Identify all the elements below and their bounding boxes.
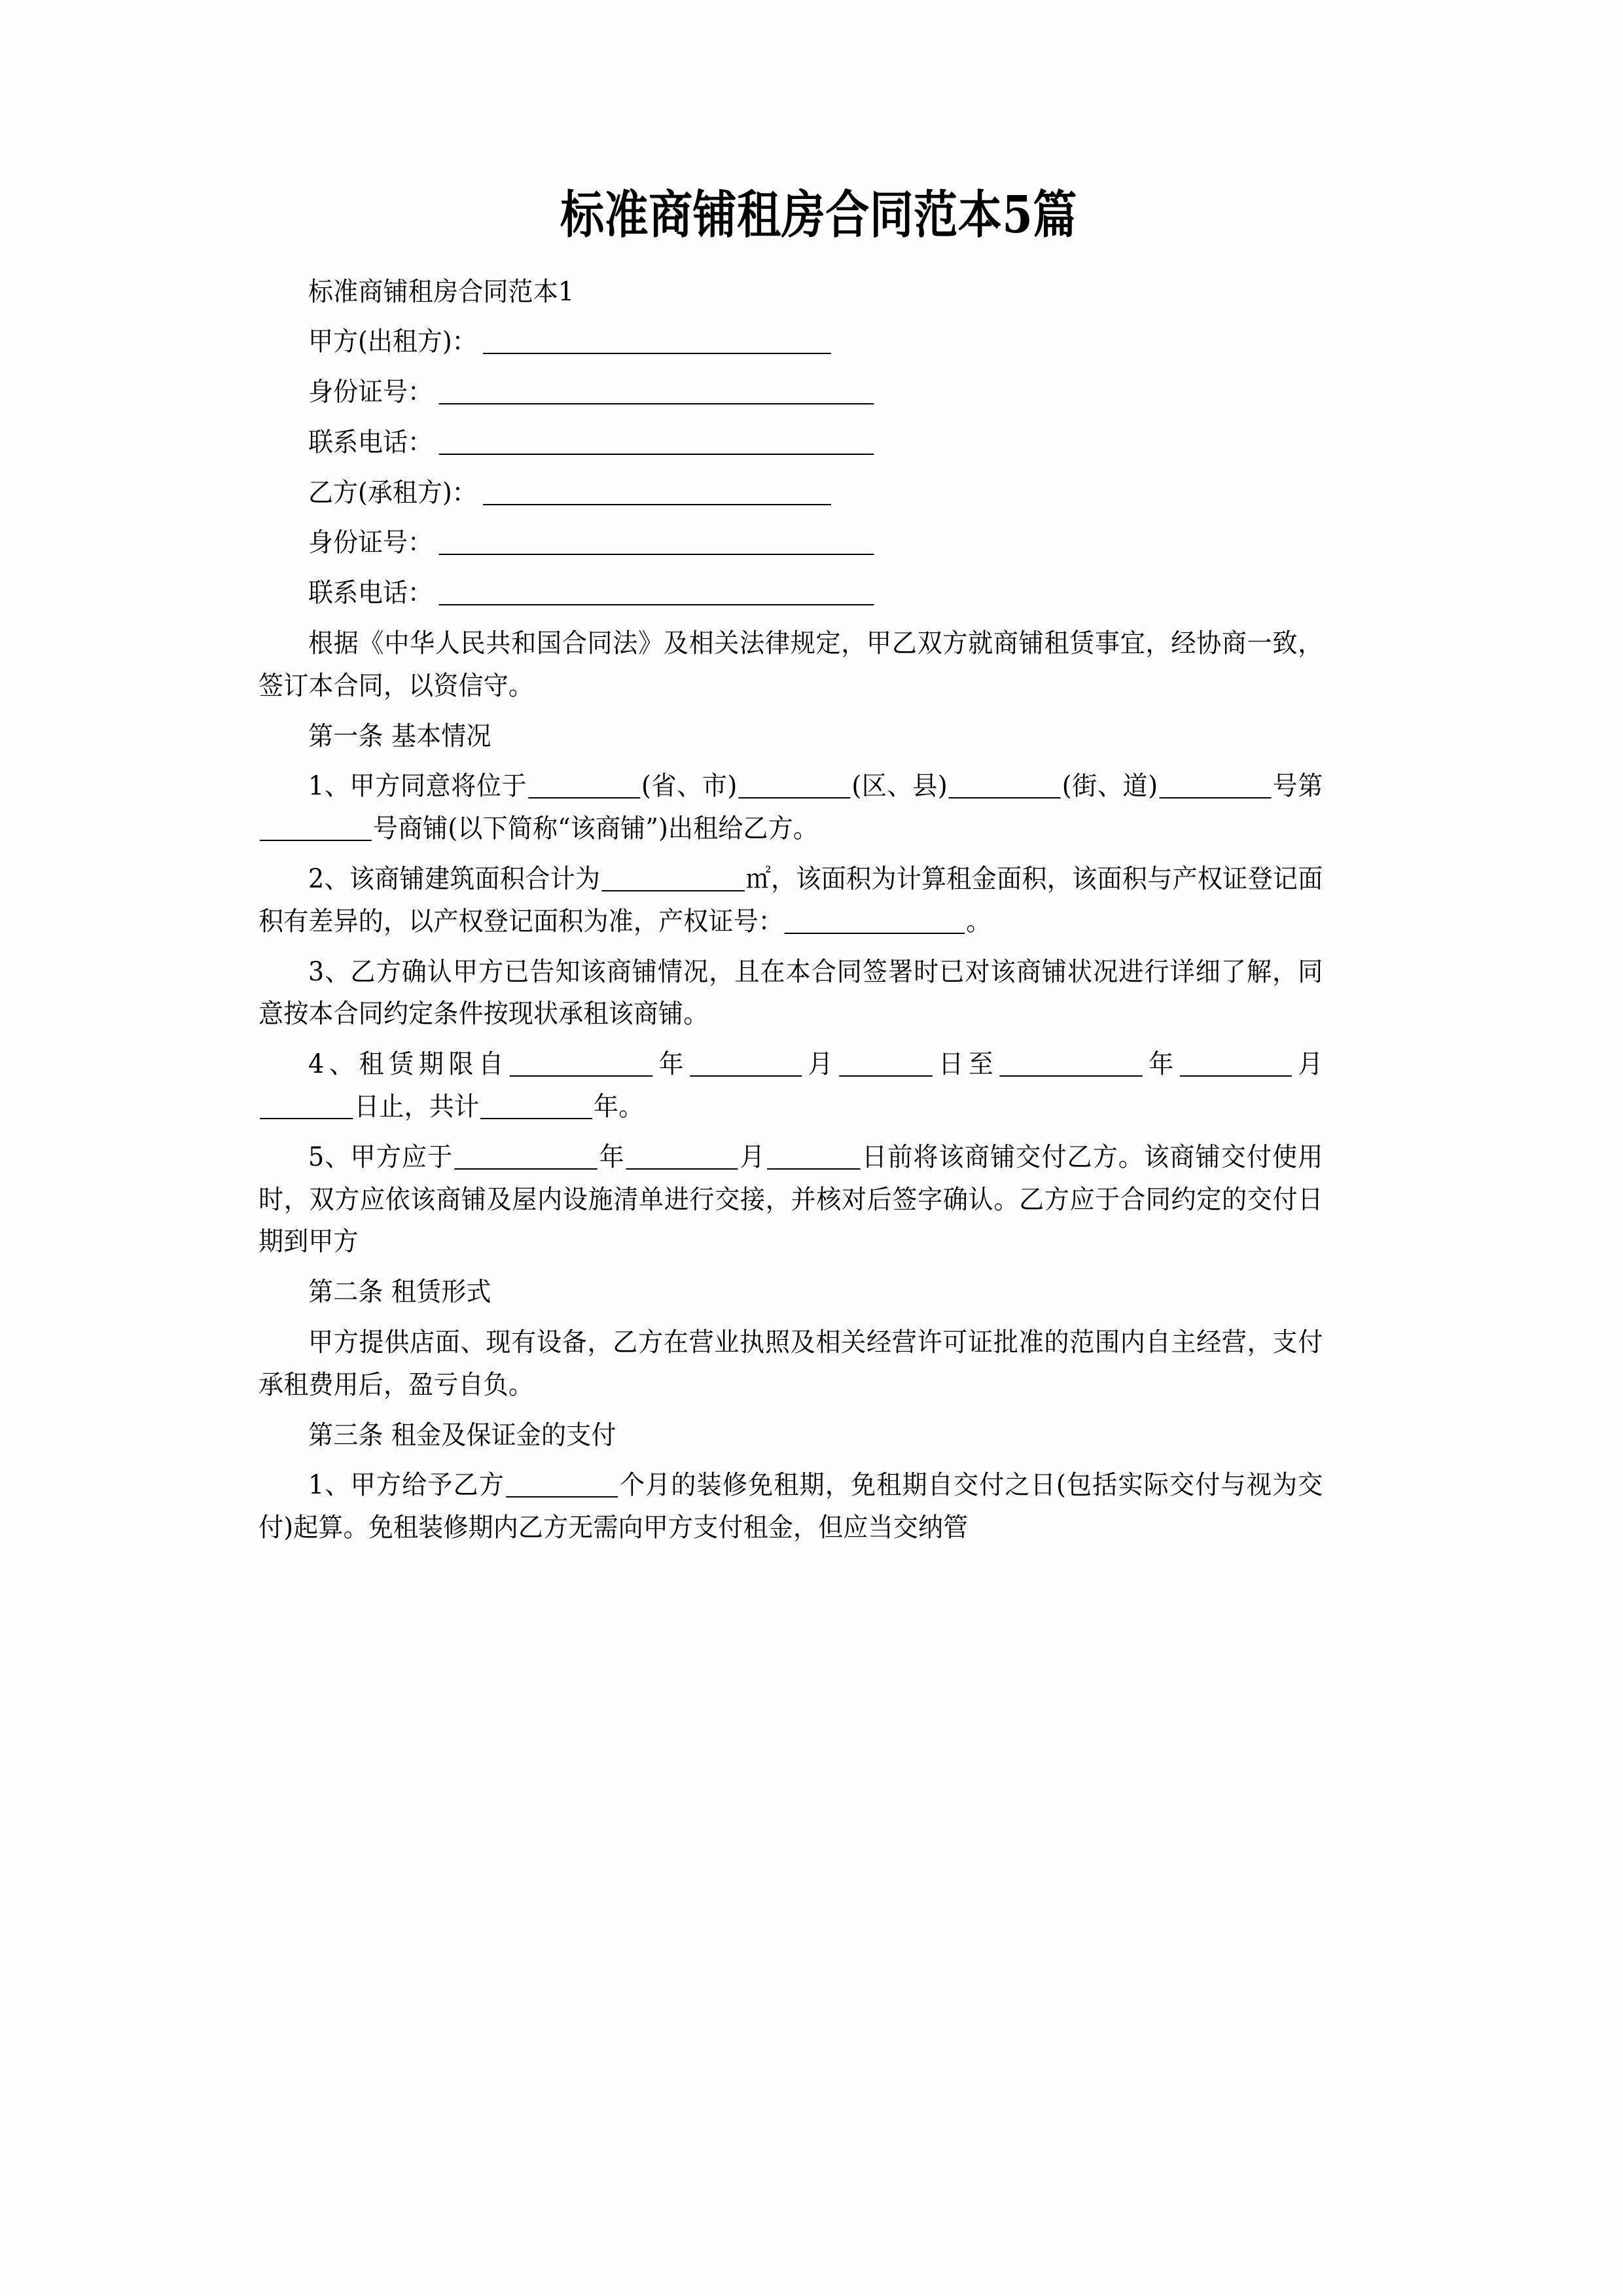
fill-in-blank[interactable] — [999, 1075, 1143, 1077]
clause-text: 1、甲方同意将位于 — [308, 771, 527, 802]
clause-paragraph — [259, 1136, 1323, 1263]
fill-in-blank[interactable] — [480, 1118, 592, 1119]
clause-paragraph — [259, 1464, 1323, 1549]
fill-in-blank[interactable] — [785, 933, 965, 934]
fill-in-blank[interactable] — [601, 890, 745, 891]
party-field-label: 联系电话： — [308, 578, 433, 609]
party-field-label: 联系电话： — [308, 427, 433, 457]
fill-in-blank[interactable] — [738, 797, 850, 798]
clause-text: 日止，共计 — [354, 1092, 480, 1122]
document-body — [259, 183, 1379, 1557]
sections-block — [259, 715, 1379, 1549]
fill-in-blank[interactable] — [949, 797, 1061, 798]
clause-text: 日至 — [933, 1049, 999, 1080]
party-field-blank[interactable] — [483, 353, 831, 354]
clause-paragraph — [259, 1043, 1323, 1128]
clause-text: (街、道) — [1061, 771, 1158, 802]
party-field-blank[interactable] — [439, 403, 874, 404]
party-field-label: 身份证号： — [308, 377, 433, 408]
section-heading: 第三条 租金及保证金的支付 — [308, 1420, 616, 1450]
clause-text: 1、甲方给予乙方 — [308, 1470, 505, 1501]
party-field-blank[interactable] — [439, 454, 874, 455]
clause-paragraph — [259, 951, 1323, 1036]
fill-in-blank[interactable] — [528, 797, 640, 798]
section-heading: 第二条 租赁形式 — [308, 1277, 491, 1308]
party-field-label: 乙方(承租方)： — [308, 477, 477, 508]
clause-text: 号第 — [1272, 771, 1323, 802]
parties-block — [259, 321, 1379, 615]
party-field-row — [259, 472, 1323, 514]
clause-text: 甲方提供店面、现有设备，乙方在营业执照及相关经营许可证批准的范围内自主经营，支付承租费用后，盈亏自负。 — [259, 1327, 1323, 1400]
clause-text: (省、市) — [641, 771, 738, 802]
fill-in-blank[interactable] — [839, 1075, 933, 1077]
clause-text: 4、租赁期限自 — [308, 1049, 508, 1080]
party-field-label: 甲方(出租方)： — [308, 327, 477, 357]
clause-paragraph — [259, 765, 1323, 850]
clause-text: 号商铺(以下简称“该商铺”)出租给乙方。 — [372, 814, 819, 844]
fill-in-blank[interactable] — [1180, 1075, 1292, 1077]
clause-text: ㎡，该面积为计算租金面积，该面积与产权证登记面积有差异的，以产权登记面积为准，产权证号： — [259, 864, 1323, 937]
fill-in-blank[interactable] — [767, 1168, 861, 1170]
document-subtitle: 标准商铺租房合同范本1 — [308, 276, 575, 307]
clause-text: 月 — [1293, 1049, 1323, 1080]
clause-text: 年 — [598, 1141, 625, 1172]
party-field-row — [259, 371, 1323, 414]
party-field-row — [259, 321, 1323, 363]
party-field-label: 身份证号： — [308, 528, 433, 558]
clause-text: 3、乙方确认甲方已告知该商铺情况，且在本合同签署时已对该商铺状况进行详细了解，同意按本合同约定条件按现状承租该商铺。 — [259, 956, 1323, 1030]
clause-text: 年 — [1143, 1049, 1179, 1080]
section-heading: 第一条 基本情况 — [308, 721, 491, 751]
party-field-blank[interactable] — [483, 504, 831, 505]
fill-in-blank[interactable] — [510, 1075, 653, 1077]
party-field-blank[interactable] — [439, 554, 874, 555]
clause-text: 日前将该商铺交付乙方。该商铺交付使用时，双方应依该商铺及屋内设施清单进行交接，并核对后签字确认。乙方应于合同约定的交付日期到甲方 — [259, 1141, 1323, 1257]
preamble-paragraph: 根据《中华人民共和国合同法》及相关法律规定，甲乙双方就商铺租赁事宜，经协商一致，签订本合同，以资信守。 — [259, 628, 1323, 701]
fill-in-blank[interactable] — [690, 1075, 802, 1077]
clause-text: 5、甲方应于 — [308, 1141, 454, 1172]
fill-in-blank[interactable] — [260, 1118, 353, 1119]
page-title: 标准商铺租房合同范本5篇 — [560, 185, 1077, 245]
party-field-row — [259, 572, 1323, 615]
clause-text: 月 — [739, 1141, 766, 1172]
fill-in-blank[interactable] — [1159, 797, 1271, 798]
party-field-blank[interactable] — [439, 604, 874, 605]
clause-text: 年 — [654, 1049, 689, 1080]
clause-text: (区、县) — [851, 771, 948, 802]
clause-text: 月 — [803, 1049, 838, 1080]
clause-text: 年。 — [594, 1092, 644, 1122]
clause-paragraph — [259, 1321, 1323, 1407]
clause-paragraph — [259, 858, 1323, 943]
party-field-row — [259, 422, 1323, 464]
party-field-row — [259, 522, 1323, 564]
clause-text: 。 — [966, 906, 991, 937]
clause-text: 个月的装修免租期，免租期自交付之日(包括实际交付与视为交付)起算。免租装修期内乙方无需向甲方支付租金，但应当交纳管 — [259, 1470, 1323, 1543]
clause-text: 2、该商铺建筑面积合计为 — [308, 864, 601, 895]
fill-in-blank[interactable] — [506, 1496, 618, 1498]
fill-in-blank[interactable] — [260, 840, 372, 841]
fill-in-blank[interactable] — [454, 1168, 597, 1170]
fill-in-blank[interactable] — [626, 1168, 738, 1170]
